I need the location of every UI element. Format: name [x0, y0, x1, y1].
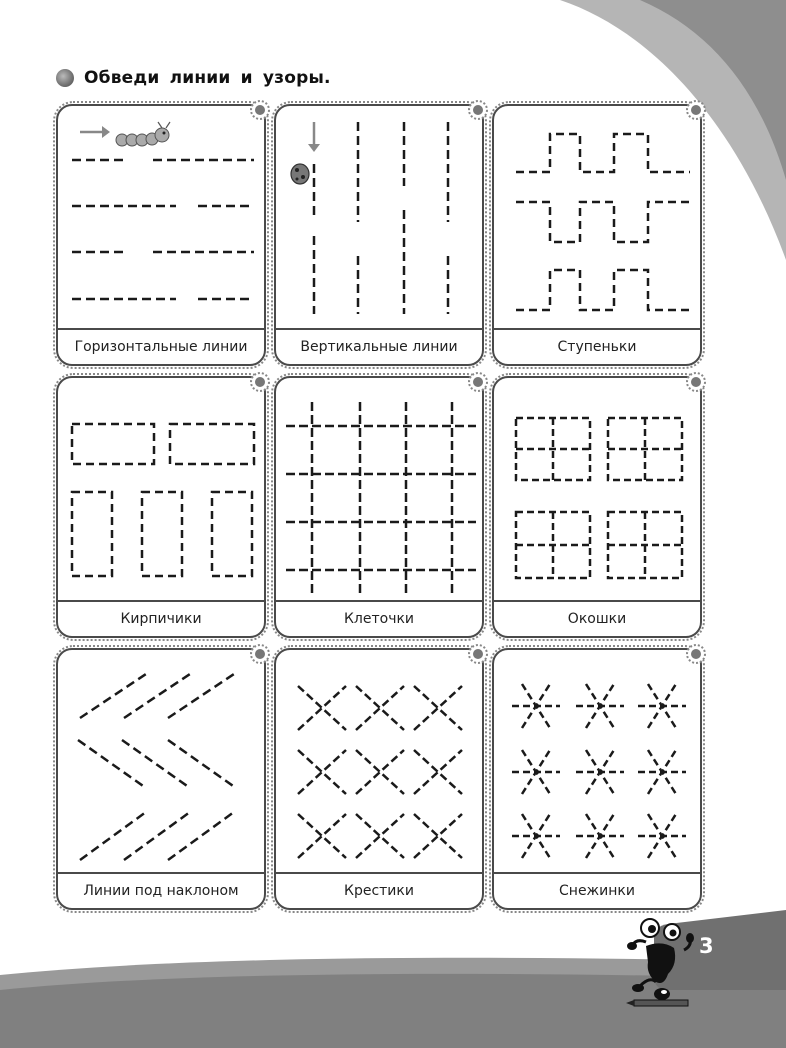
card-crosses: [274, 648, 484, 910]
card-caption: Вертикальные линии: [276, 328, 482, 364]
bricks-pattern: [58, 378, 264, 600]
windows-pattern: [494, 378, 700, 600]
card-caption: Снежинки: [494, 872, 700, 908]
card-slanted-lines: [56, 648, 266, 910]
flower-icon: [467, 643, 489, 665]
card-grid: [274, 376, 484, 638]
caterpillar-arrow-icon: [78, 120, 178, 150]
flower-icon: [249, 643, 271, 665]
flower-icon: [685, 371, 707, 393]
heading-text: Обведи линии и узоры.: [84, 68, 331, 88]
card-caption: Горизонтальные линии: [58, 328, 264, 364]
page-number: 3: [699, 934, 714, 958]
flower-icon: [467, 99, 489, 121]
card-caption: Клеточки: [276, 600, 482, 636]
snowflakes-pattern: [494, 650, 700, 872]
mascot-icon: [626, 916, 696, 1016]
flower-icon: [467, 371, 489, 393]
flower-icon: [249, 99, 271, 121]
card-caption: Линии под наклоном: [58, 872, 264, 908]
card-steps: [492, 104, 702, 366]
card-snowflakes: [492, 648, 702, 910]
card-horizontal-lines: [56, 104, 266, 366]
slanted-lines-pattern: [58, 650, 264, 872]
ladybug-arrow-icon: [286, 120, 326, 192]
flower-icon: [685, 643, 707, 665]
card-caption: Ступеньки: [494, 328, 700, 364]
flower-icon: [685, 99, 707, 121]
task-heading: [56, 68, 331, 88]
bullet-icon: [56, 69, 74, 87]
card-bricks: [56, 376, 266, 638]
card-caption: Окошки: [494, 600, 700, 636]
card-caption: Кирпичики: [58, 600, 264, 636]
card-vertical-lines: [274, 104, 484, 366]
crosses-pattern: [276, 650, 482, 872]
grid-pattern: [276, 378, 482, 600]
steps-pattern: [494, 106, 700, 328]
card-windows: [492, 376, 702, 638]
flower-icon: [249, 371, 271, 393]
card-caption: Крестики: [276, 872, 482, 908]
